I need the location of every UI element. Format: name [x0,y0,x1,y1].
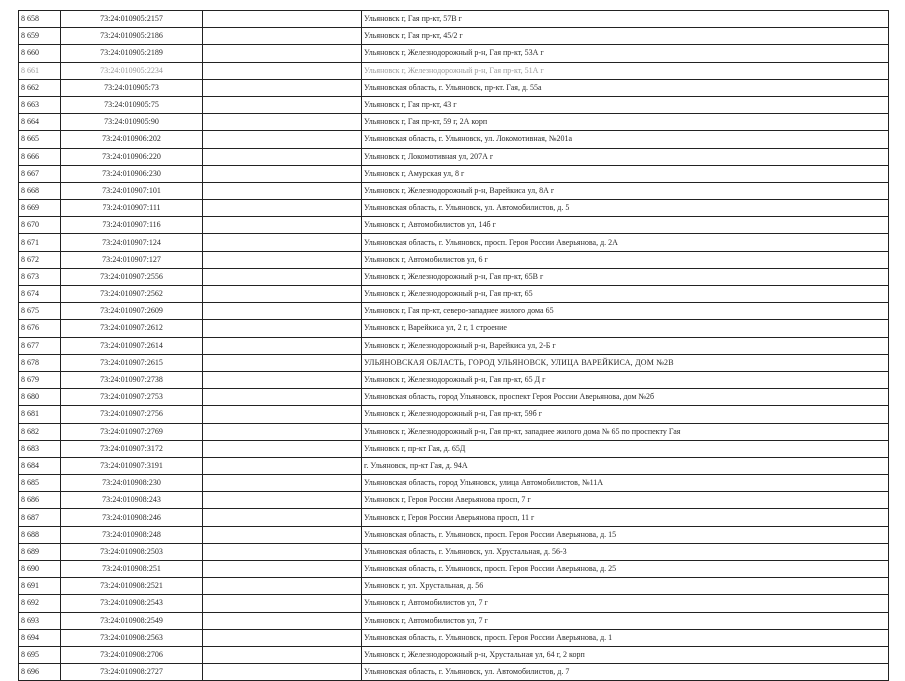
cadastral-number: 73:24:010906:202 [61,131,203,148]
empty-cell [203,457,362,474]
table-row [19,45,889,62]
empty-cell [203,148,362,165]
address-cell: г. Ульяновск, пр-кт Гая, д. 94А [362,457,889,474]
row-number: 8 683 [19,440,61,457]
row-number: 8 693 [19,612,61,629]
empty-cell [203,492,362,509]
row-number: 8 684 [19,457,61,474]
row-number: 8 666 [19,148,61,165]
cadastral-number: 73:24:010905:2234 [61,62,203,79]
row-number: 8 662 [19,79,61,96]
table-row [19,217,889,234]
row-number: 8 679 [19,371,61,388]
empty-cell [203,217,362,234]
row-number: 8 659 [19,28,61,45]
cadastral-number: 73:24:010908:2563 [61,629,203,646]
table-row [19,320,889,337]
address-cell: Ульяновск г, Локомотивная ул, 207А г [362,148,889,165]
empty-cell [203,303,362,320]
table-row [19,28,889,45]
table-row [19,234,889,251]
address-cell: Ульяновск г, Гая пр-кт, 59 г, 2А корп [362,114,889,131]
empty-cell [203,629,362,646]
empty-cell [203,595,362,612]
row-number: 8 690 [19,561,61,578]
cadastral-number: 73:24:010907:124 [61,234,203,251]
cadastral-number: 73:24:010907:127 [61,251,203,268]
empty-cell [203,286,362,303]
address-cell: Ульяновская область, г. Ульяновск, просп. Героя России Аверьянова, д. 25 [362,561,889,578]
address-cell: Ульяновск г, Варейкиса ул, 2 г, 1 строение [362,320,889,337]
table-row [19,457,889,474]
empty-cell [203,28,362,45]
address-cell: Ульяновск г, Железнодорожный р-н, Гая пр-кт, 51А г [362,62,889,79]
table-row [19,131,889,148]
cadastral-number: 73:24:010907:2769 [61,423,203,440]
cadastral-number: 73:24:010908:2503 [61,543,203,560]
address-cell: Ульяновская область, г. Ульяновск, пр-кт. Гая, д. 55а [362,79,889,96]
cadastral-number: 73:24:010905:2186 [61,28,203,45]
empty-cell [203,234,362,251]
table-row [19,148,889,165]
empty-cell [203,251,362,268]
cadastral-number: 73:24:010907:101 [61,182,203,199]
row-number: 8 687 [19,509,61,526]
empty-cell [203,475,362,492]
table-row [19,354,889,371]
empty-cell [203,337,362,354]
address-cell: Ульяновская область, г. Ульяновск, ул. Локомотивная, №201а [362,131,889,148]
row-number: 8 681 [19,406,61,423]
cadastral-number: 73:24:010907:116 [61,217,203,234]
table-row [19,526,889,543]
empty-cell [203,389,362,406]
row-number: 8 672 [19,251,61,268]
cadastral-number: 73:24:010905:2189 [61,45,203,62]
address-cell: Ульяновск г, Гая пр-кт, 45/2 г [362,28,889,45]
cadastral-number: 73:24:010908:251 [61,561,203,578]
address-cell: Ульяновск г, Гая пр-кт, 43 г [362,96,889,113]
address-cell: Ульяновская область, город Ульяновск, проспект Героя России Аверьянова, дом №2б [362,389,889,406]
address-cell: Ульяновск г, Гая пр-кт, северо-западнее жилого дома 65 [362,303,889,320]
empty-cell [203,526,362,543]
empty-cell [203,131,362,148]
address-cell: Ульяновск г, Железнодорожный р-н, Гая пр-кт, 65 Д г [362,371,889,388]
address-cell: УЛЬЯНОВСКАЯ ОБЛАСТЬ, ГОРОД УЛЬЯНОВСК, УЛИЦА ВАРЕЙКИСА, ДОМ №2В [362,354,889,371]
table-row [19,440,889,457]
address-cell: Ульяновск г, Железнодорожный р-н, Гая пр-кт, западнее жилого дома № 65 по проспекту Гая [362,423,889,440]
row-number: 8 685 [19,475,61,492]
empty-cell [203,11,362,28]
table-row [19,423,889,440]
address-cell: Ульяновская область, г. Ульяновск, просп. Героя России Аверьянова, д. 1 [362,629,889,646]
row-number: 8 678 [19,354,61,371]
address-cell: Ульяновск г, Железнодорожный р-н, Хрустальная ул, 64 г, 2 корп [362,646,889,663]
row-number: 8 692 [19,595,61,612]
table-row [19,286,889,303]
empty-cell [203,268,362,285]
empty-cell [203,354,362,371]
row-number: 8 660 [19,45,61,62]
table-row [19,629,889,646]
cadastral-number: 73:24:010905:2157 [61,11,203,28]
cadastral-number: 73:24:010905:75 [61,96,203,113]
row-number: 8 663 [19,96,61,113]
empty-cell [203,578,362,595]
cadastral-number: 73:24:010907:2738 [61,371,203,388]
address-cell: Ульяновск г, Героя России Аверьянова просп, 11 г [362,509,889,526]
table-row [19,79,889,96]
cadastral-number: 73:24:010907:2562 [61,286,203,303]
cadastral-number: 73:24:010908:230 [61,475,203,492]
empty-cell [203,62,362,79]
address-cell: Ульяновская область, г. Ульяновск, просп. Героя России Аверьянова, д. 2А [362,234,889,251]
cadastral-number: 73:24:010905:73 [61,79,203,96]
table-row [19,646,889,663]
empty-cell [203,79,362,96]
table-row [19,268,889,285]
cadastral-number: 73:24:010907:3191 [61,457,203,474]
table-row [19,664,889,681]
cadastral-number: 73:24:010908:2549 [61,612,203,629]
cadastral-number: 73:24:010908:246 [61,509,203,526]
address-cell: Ульяновск г, Автомобилистов ул, 14б г [362,217,889,234]
row-number: 8 664 [19,114,61,131]
address-cell: Ульяновск г, Амурская ул, 8 г [362,165,889,182]
empty-cell [203,664,362,681]
empty-cell [203,561,362,578]
empty-cell [203,612,362,629]
empty-cell [203,114,362,131]
table-row [19,11,889,28]
row-number: 8 691 [19,578,61,595]
address-cell: Ульяновск г, Железнодорожный р-н, Гая пр-кт, 65 [362,286,889,303]
empty-cell [203,165,362,182]
cadastral-number: 73:24:010906:230 [61,165,203,182]
row-number: 8 695 [19,646,61,663]
table-row [19,612,889,629]
row-number: 8 682 [19,423,61,440]
empty-cell [203,96,362,113]
address-cell: Ульяновск г, Автомобилистов ул, 6 г [362,251,889,268]
cadastral-number: 73:24:010906:220 [61,148,203,165]
address-cell: Ульяновск г, Гая пр-кт, 57В г [362,11,889,28]
empty-cell [203,543,362,560]
address-cell: Ульяновск г, Железнодорожный р-н, Варейкиса ул, 2-Б г [362,337,889,354]
cadastral-number: 73:24:010907:111 [61,200,203,217]
registry-body [19,11,889,681]
cadastral-number: 73:24:010908:2521 [61,578,203,595]
row-number: 8 670 [19,217,61,234]
row-number: 8 677 [19,337,61,354]
empty-cell [203,200,362,217]
address-cell: Ульяновск г, Железнодорожный р-н, Гая пр-кт, 59б г [362,406,889,423]
table-row [19,251,889,268]
row-number: 8 696 [19,664,61,681]
cadastral-number: 73:24:010908:248 [61,526,203,543]
table-row [19,492,889,509]
cadastral-number: 73:24:010908:243 [61,492,203,509]
row-number: 8 674 [19,286,61,303]
registry-table [18,10,889,681]
empty-cell [203,406,362,423]
address-cell: Ульяновск г, ул. Хрустальная, д. 56 [362,578,889,595]
table-row [19,509,889,526]
row-number: 8 686 [19,492,61,509]
row-number: 8 694 [19,629,61,646]
row-number: 8 688 [19,526,61,543]
row-number: 8 689 [19,543,61,560]
cadastral-number: 73:24:010907:3172 [61,440,203,457]
address-cell: Ульяновская область, г. Ульяновск, ул. Хрустальная, д. 56-3 [362,543,889,560]
row-number: 8 676 [19,320,61,337]
cadastral-number: 73:24:010907:2753 [61,389,203,406]
empty-cell [203,371,362,388]
cadastral-number: 73:24:010908:2543 [61,595,203,612]
address-cell: Ульяновская область, город Ульяновск, улица Автомобилистов, №11А [362,475,889,492]
cadastral-number: 73:24:010905:90 [61,114,203,131]
cadastral-number: 73:24:010907:2614 [61,337,203,354]
table-row [19,200,889,217]
empty-cell [203,440,362,457]
table-row [19,406,889,423]
empty-cell [203,646,362,663]
address-cell: Ульяновск г, Героя России Аверьянова просп, 7 г [362,492,889,509]
address-cell: Ульяновск г, Железнодорожный р-н, Варейкиса ул, 8А г [362,182,889,199]
table-row [19,578,889,595]
row-number: 8 668 [19,182,61,199]
empty-cell [203,45,362,62]
cadastral-number: 73:24:010907:2615 [61,354,203,371]
table-row [19,543,889,560]
row-number: 8 667 [19,165,61,182]
cadastral-number: 73:24:010907:2609 [61,303,203,320]
table-row [19,595,889,612]
row-number: 8 671 [19,234,61,251]
address-cell: Ульяновская область, г. Ульяновск, ул. Автомобилистов, д. 7 [362,664,889,681]
address-cell: Ульяновск г, Железнодорожный р-н, Гая пр-кт, 65В г [362,268,889,285]
table-row [19,303,889,320]
table-row [19,62,889,79]
address-cell: Ульяновск г, Железнодорожный р-н, Гая пр-кт, 53А г [362,45,889,62]
table-row [19,337,889,354]
table-row [19,561,889,578]
table-row [19,371,889,388]
row-number: 8 661 [19,62,61,79]
table-row [19,475,889,492]
address-cell: Ульяновская область, г. Ульяновск, просп. Героя России Аверьянова, д. 15 [362,526,889,543]
empty-cell [203,320,362,337]
address-cell: Ульяновская область, г. Ульяновск, ул. Автомобилистов, д. 5 [362,200,889,217]
cadastral-number: 73:24:010908:2706 [61,646,203,663]
empty-cell [203,509,362,526]
table-row [19,389,889,406]
table-row [19,96,889,113]
empty-cell [203,182,362,199]
cadastral-number: 73:24:010907:2756 [61,406,203,423]
row-number: 8 669 [19,200,61,217]
table-row [19,182,889,199]
row-number: 8 673 [19,268,61,285]
address-cell: Ульяновск г, Автомобилистов ул, 7 г [362,612,889,629]
empty-cell [203,423,362,440]
row-number: 8 658 [19,11,61,28]
table-row [19,165,889,182]
cadastral-number: 73:24:010908:2727 [61,664,203,681]
cadastral-number: 73:24:010907:2556 [61,268,203,285]
cadastral-number: 73:24:010907:2612 [61,320,203,337]
row-number: 8 675 [19,303,61,320]
address-cell: Ульяновск г, пр-кт Гая, д. 65Д [362,440,889,457]
row-number: 8 680 [19,389,61,406]
address-cell: Ульяновск г, Автомобилистов ул, 7 г [362,595,889,612]
table-row [19,114,889,131]
row-number: 8 665 [19,131,61,148]
